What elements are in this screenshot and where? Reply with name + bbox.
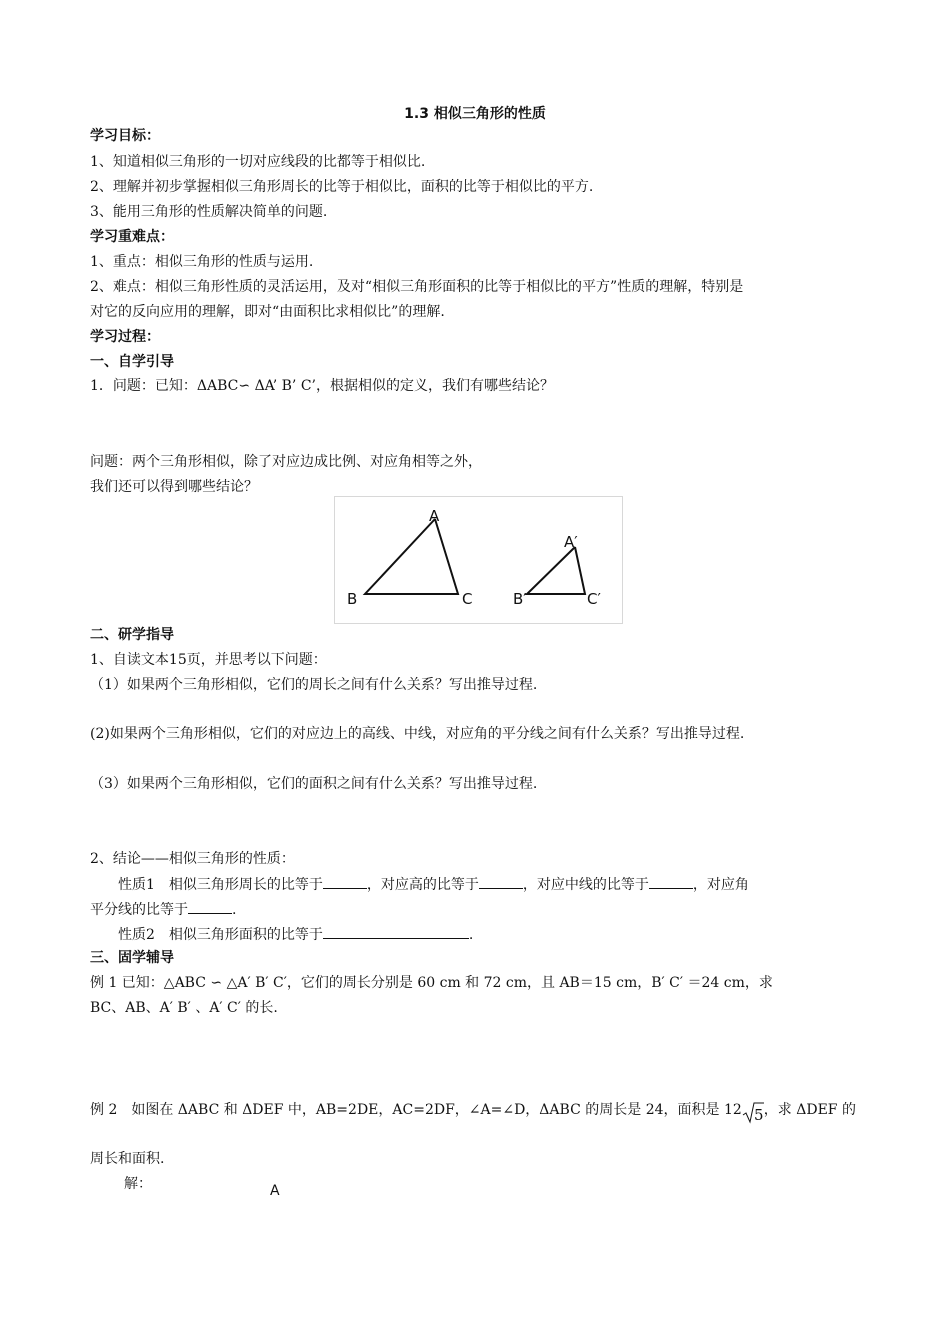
section1-question-2-line-2: 我们还可以得到哪些结论？ (90, 479, 258, 495)
property-1-line-1: 性质1 相似三角形周长的比等于 ，对应高的比等于 ，对应中线的比等于 ，对应角 (118, 874, 749, 895)
objective-item-2: 2、理解并初步掌握相似三角形周长的比等于相似比，面积的比等于相似比的平方. (90, 179, 594, 195)
example-2-line-1: 例 2 如图在 ΔABC 和 ΔDEF 中，AB=2DE，AC=2DF，∠A=∠D，ΔABC 的周长是 24，面积是 12 5 ，求 ΔDEF 的 (90, 1102, 856, 1124)
section1-question-1: 1．问题：已知：ΔABC∽ ΔA’ B’ C’，根据相似的定义，我们有哪些结论？ (90, 378, 554, 394)
objective-item-1: 1、知道相似三角形的一切对应线段的比都等于相似比. (90, 154, 426, 170)
section1-question-2-line-1: 问题：两个三角形相似，除了对应边成比例、对应角相等之外， (90, 454, 482, 470)
section2-problem-1: （1）如果两个三角形相似，它们的周长之间有什么关系？写出推导过程. (90, 677, 538, 693)
blank-bisector-ratio[interactable] (188, 899, 232, 914)
blank-median-ratio[interactable] (649, 874, 693, 889)
section3-heading: 三、固学辅导 (90, 950, 174, 966)
figure-vertex-a-label: A (270, 1183, 280, 1199)
process-heading: 学习过程： (90, 329, 160, 345)
vertex-label-b: B (347, 590, 358, 608)
page-title: 1.3 相似三角形的性质 (404, 106, 546, 122)
vertex-label-a-prime: A′ (564, 533, 578, 551)
section2-heading: 二、研学指导 (90, 627, 174, 643)
triangle-a2b2c2 (527, 547, 585, 594)
section2-intro: 1、自读文本15页，并思考以下问题： (90, 652, 327, 668)
keypoint-item-2-line-2: 对它的反向应用的理解，即对“由面积比求相似比”的理解. (90, 304, 445, 320)
sqrt-five (742, 1100, 764, 1124)
example-1-line-1: 例 1 已知：△ABC ∽ △A′ B′ C′，它们的周长分别是 60 cm 和 72 cm，且 AB＝15 cm，B′ C′ ＝24 cm，求 (90, 975, 773, 991)
conclusion-heading: 2、结论——相似三角形的性质： (90, 851, 295, 867)
property-2: 性质2 相似三角形面积的比等于 . (118, 924, 473, 945)
objective-item-3: 3、能用三角形的性质解决简单的问题. (90, 204, 328, 220)
keypoints-heading: 学习重难点： (90, 229, 174, 245)
triangle-abc (365, 519, 458, 594)
vertex-label-c: C (462, 590, 473, 608)
section1-heading: 一、自学引导 (90, 354, 174, 370)
section2-problem-3: （3）如果两个三角形相似，它们的面积之间有什么关系？写出推导过程. (90, 776, 538, 792)
solution-label: 解： (124, 1176, 152, 1192)
property-1-line-2: 平分线的比等于 . (90, 899, 236, 920)
vertex-label-a: A (429, 507, 440, 525)
keypoint-item-2-line-1: 2、难点：相似三角形性质的灵活运用，及对“相似三角形面积的比等于相似比的平方”性质的理解，特别是 (90, 279, 744, 295)
objectives-heading: 学习目标： (90, 128, 160, 144)
vertex-label-b-prime: B′ (513, 590, 527, 608)
example-2-line-2: 周长和面积. (90, 1151, 165, 1167)
blank-height-ratio[interactable] (479, 874, 523, 889)
section2-problem-2: (2)如果两个三角形相似，它们的对应边上的高线、中线，对应角的平分线之间有什么关系？写出推导过程. (90, 726, 745, 742)
vertex-label-c-prime: C′ (587, 590, 601, 608)
blank-perimeter-ratio[interactable] (323, 874, 367, 889)
keypoint-item-1: 1、重点：相似三角形的性质与运用. (90, 254, 314, 270)
example-1-line-2: BC、AB、A′ B′ 、A′ C′ 的长. (90, 1000, 278, 1016)
svg-text:5: 5 (753, 1106, 764, 1124)
blank-area-ratio[interactable] (323, 924, 469, 939)
similar-triangles-figure (334, 496, 623, 624)
